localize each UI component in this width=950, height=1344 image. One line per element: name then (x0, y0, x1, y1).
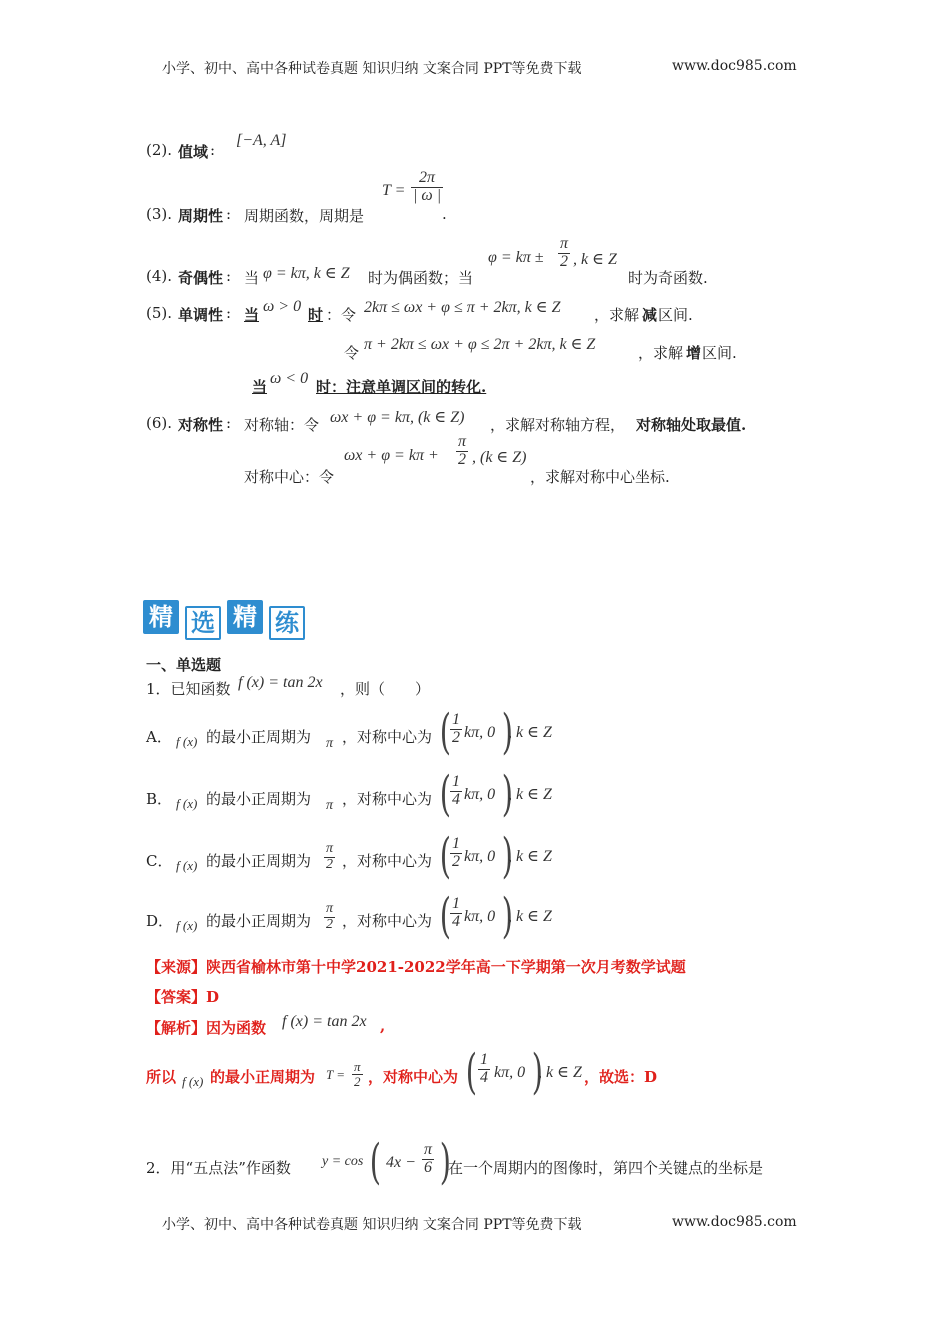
section-banner (143, 600, 305, 640)
paren-right: ) (439, 1134, 451, 1190)
option-kz: , k ∈ Z (508, 908, 552, 925)
stem-text: 1．已知函数 (146, 680, 231, 698)
item-number: (5). (146, 304, 173, 322)
fraction-denominator: 2 (326, 856, 333, 872)
footer-text: 小学、初中、高中各种试卷真题 知识归纳 文案合同 PPT等免费下载 (162, 1217, 582, 1233)
question-source: 【来源】陕西省榆林市第十中学2021-2022学年高一下学期第一次月考数学试题 (146, 958, 686, 976)
paren-right: ) (501, 766, 513, 822)
odd-condition-a: φ = kπ ± (488, 249, 544, 266)
option-text-2: ，对称中心为 (342, 790, 433, 808)
fraction-denominator: 2 (452, 728, 460, 746)
res1-keyword: 减 (642, 306, 658, 324)
item-title: 单调性 (178, 306, 224, 324)
option-kz: , k ∈ Z (508, 786, 552, 803)
option-kz: , k ∈ Z (508, 848, 552, 865)
decreasing-inequality: 2kπ ≤ ωx + φ ≤ π + 2kπ, k ∈ Z (364, 299, 561, 316)
page-header (162, 58, 802, 78)
fraction-numerator: π (560, 235, 569, 252)
option-text-1: 的最小正周期为 (206, 912, 312, 930)
option-text-1: 的最小正周期为 (206, 852, 312, 870)
item-number: (6). (146, 414, 173, 432)
option-text-1: 的最小正周期为 (206, 728, 312, 746)
stem-text: 2．用“五点法”作函数 (146, 1159, 291, 1177)
paren-right: ) (501, 704, 513, 760)
question-answer: 【答案】D (146, 988, 220, 1006)
fraction-denominator: 4 (452, 790, 460, 808)
parity-text-2: 时为偶函数；当 (368, 269, 474, 287)
option-period: π (326, 798, 334, 813)
period-end: . (442, 205, 447, 223)
axis-note: 对称轴处取最值. (636, 416, 747, 434)
conclusion-text-1: 所以 (146, 1068, 177, 1086)
conclusion-line (146, 1044, 706, 1100)
footer-site[interactable]: www.doc985.com (672, 1214, 797, 1230)
colon: : (226, 414, 232, 432)
question-1-stem (146, 674, 546, 700)
item-title: 奇偶性 (178, 269, 224, 287)
paren-left: ( (439, 828, 451, 884)
option-kz: , k ∈ Z (508, 724, 552, 741)
banner-char-2: 选 (185, 606, 221, 640)
analysis-end: , (380, 1017, 386, 1035)
fraction-denominator: | ω | (413, 186, 442, 204)
analysis-line (146, 1012, 546, 1040)
option-label: A． (146, 728, 172, 746)
fraction-denominator: 2 (560, 252, 568, 270)
paren-right: ) (531, 1044, 543, 1100)
cond1-let: ：令 (326, 306, 357, 324)
fraction-denominator: 6 (424, 1158, 432, 1176)
conclusion-text-3: ，对称中心为 (368, 1068, 459, 1086)
option-center-fraction (450, 712, 462, 747)
cond1-when: 时 (308, 306, 324, 324)
option-label: B． (146, 790, 173, 808)
item-title: 周期性 (178, 207, 224, 225)
option-label: D． (146, 912, 174, 930)
paren-right: ) (501, 888, 513, 944)
conclusion-text-4: ，故选：D (584, 1068, 658, 1086)
cond2-math: ω < 0 (270, 370, 309, 387)
option-center-tail: kπ, 0 (464, 848, 496, 865)
res2-text: ，求解 (638, 344, 684, 362)
option-text-2: ，对称中心为 (342, 728, 433, 746)
conclusion-period-fraction (352, 1060, 363, 1088)
paren-left: ( (439, 766, 451, 822)
res2-end: 区间. (702, 344, 737, 362)
conclusion-center-tail: kπ, 0 (494, 1064, 526, 1081)
center-equation-a: ωx + φ = kπ + (344, 447, 439, 464)
section-title: 一、单选题 (146, 656, 222, 674)
option-period-fraction (324, 902, 335, 932)
even-condition: φ = kπ, k ∈ Z (263, 265, 350, 282)
axis-result: ，求解对称轴方程， (490, 416, 626, 434)
option-fx: f (x) (176, 796, 198, 811)
conclusion-fx: f (x) (182, 1074, 204, 1089)
parity-text-1: 当 (244, 269, 260, 287)
stem-arg: 4x − (386, 1154, 416, 1171)
item-title: 值域 (178, 143, 209, 161)
cond1-text: 当 (244, 306, 260, 324)
fraction-denominator: 4 (452, 912, 460, 930)
odd-fraction (558, 236, 570, 271)
item-parity (146, 236, 766, 286)
option-center-tail: kπ, 0 (464, 908, 496, 925)
paren-left: ( (369, 1134, 381, 1190)
banner-char-4: 练 (269, 606, 305, 640)
option-center-fraction (450, 836, 462, 871)
stem-fraction (422, 1142, 434, 1177)
res2-keyword: 增 (686, 344, 702, 362)
cond2-note: 时：注意单调区间的转化. (316, 378, 487, 396)
item-symmetry (146, 404, 786, 494)
banner-char-1: 精 (143, 600, 179, 634)
axis-text: 对称轴：令 (244, 416, 320, 434)
option-center-fraction (450, 774, 462, 809)
stem-paren: ，则（ ） (340, 680, 431, 698)
option-period-fraction (324, 842, 335, 872)
center-equation-b: , (k ∈ Z) (472, 449, 527, 466)
fraction-numerator: π (326, 901, 334, 916)
option-center-tail: kπ, 0 (464, 786, 496, 803)
question-2-stem (146, 1136, 806, 1190)
option-b[interactable] (146, 766, 646, 824)
paren-right: ) (501, 828, 513, 884)
analysis-text: 【解析】因为函数 (146, 1019, 267, 1037)
fraction-denominator: 4 (480, 1068, 488, 1086)
option-period: π (326, 736, 334, 751)
conclusion-center-fraction (478, 1052, 490, 1087)
fraction-numerator: 1 (452, 711, 460, 728)
fraction-denominator: 2 (326, 916, 333, 932)
paren-left: ( (465, 1044, 477, 1100)
item-number: (2). (146, 141, 173, 159)
conclusion-text-2: 的最小正周期为 (210, 1068, 316, 1086)
period-text: 周期函数，周期是 (244, 207, 365, 225)
parity-text-3: 时为奇函数. (628, 269, 708, 287)
option-a[interactable] (146, 704, 646, 762)
header-text: 小学、初中、高中各种试卷真题 知识归纳 文案合同 PPT等免费下载 (162, 61, 582, 77)
center-text: 对称中心：令 (244, 468, 335, 486)
colon: : (226, 205, 232, 223)
colon: : (226, 304, 232, 322)
fraction-numerator: π (424, 1141, 433, 1158)
fraction-numerator: 1 (452, 773, 460, 790)
center-fraction (456, 434, 468, 469)
item-range (146, 132, 446, 162)
fraction-numerator: π (458, 433, 467, 450)
option-fx: f (x) (176, 858, 198, 873)
colon: : (210, 141, 216, 159)
odd-condition-b: , k ∈ Z (573, 251, 617, 268)
option-label: C． (146, 852, 173, 870)
page-footer (162, 1214, 802, 1234)
header-site[interactable]: www.doc985.com (672, 58, 797, 74)
option-text-2: ，对称中心为 (342, 852, 433, 870)
item-title: 对称性 (178, 416, 224, 434)
item-period (146, 170, 546, 226)
fraction-numerator: 1 (480, 1051, 488, 1068)
conclusion-kz: , k ∈ Z (538, 1064, 582, 1081)
stem-math: f (x) = tan 2x (238, 674, 323, 691)
item-monotonicity (146, 294, 786, 398)
paren-left: ( (439, 888, 451, 944)
increasing-inequality: π + 2kπ ≤ ωx + φ ≤ 2π + 2kπ, k ∈ Z (364, 336, 596, 353)
res1-text: ，求解 (594, 306, 640, 324)
fraction-denominator: 2 (458, 450, 466, 468)
res1-end: 区间. (658, 306, 693, 324)
fraction-numerator: 1 (452, 835, 460, 852)
range-math: [−A, A] (236, 132, 287, 149)
fraction-denominator: 2 (354, 1073, 361, 1089)
paren-left: ( (439, 704, 451, 760)
fraction-denominator: 2 (452, 852, 460, 870)
option-text-1: 的最小正周期为 (206, 790, 312, 808)
fraction-numerator: 1 (452, 895, 460, 912)
conclusion-T: T = (326, 1067, 346, 1082)
option-fx: f (x) (176, 734, 198, 749)
let-text: 令 (344, 344, 360, 362)
option-c[interactable] (146, 828, 646, 886)
fraction-numerator: 2π (419, 169, 436, 186)
option-text-2: ，对称中心为 (342, 912, 433, 930)
option-d[interactable] (146, 888, 646, 946)
fraction-numerator: π (354, 1059, 361, 1074)
period-fraction (411, 170, 443, 205)
option-fx: f (x) (176, 918, 198, 933)
stem-cos: y = cos (322, 1154, 364, 1169)
analysis-math: f (x) = tan 2x (282, 1013, 367, 1030)
option-center-tail: kπ, 0 (464, 724, 496, 741)
period-T: T = (382, 182, 406, 199)
cond1-math: ω > 0 (263, 298, 302, 315)
banner-char-3: 精 (227, 600, 263, 634)
center-result: ，求解对称中心坐标. (530, 468, 670, 486)
colon: : (226, 267, 232, 285)
stem-rest: 在一个周期内的图像时，第四个关键点的坐标是 (448, 1159, 764, 1177)
cond2-text: 当 (252, 378, 268, 396)
option-center-fraction (450, 896, 462, 931)
item-number: (4). (146, 267, 173, 285)
axis-equation: ωx + φ = kπ, (k ∈ Z) (330, 409, 465, 426)
item-number: (3). (146, 205, 173, 223)
fraction-numerator: π (326, 841, 334, 856)
